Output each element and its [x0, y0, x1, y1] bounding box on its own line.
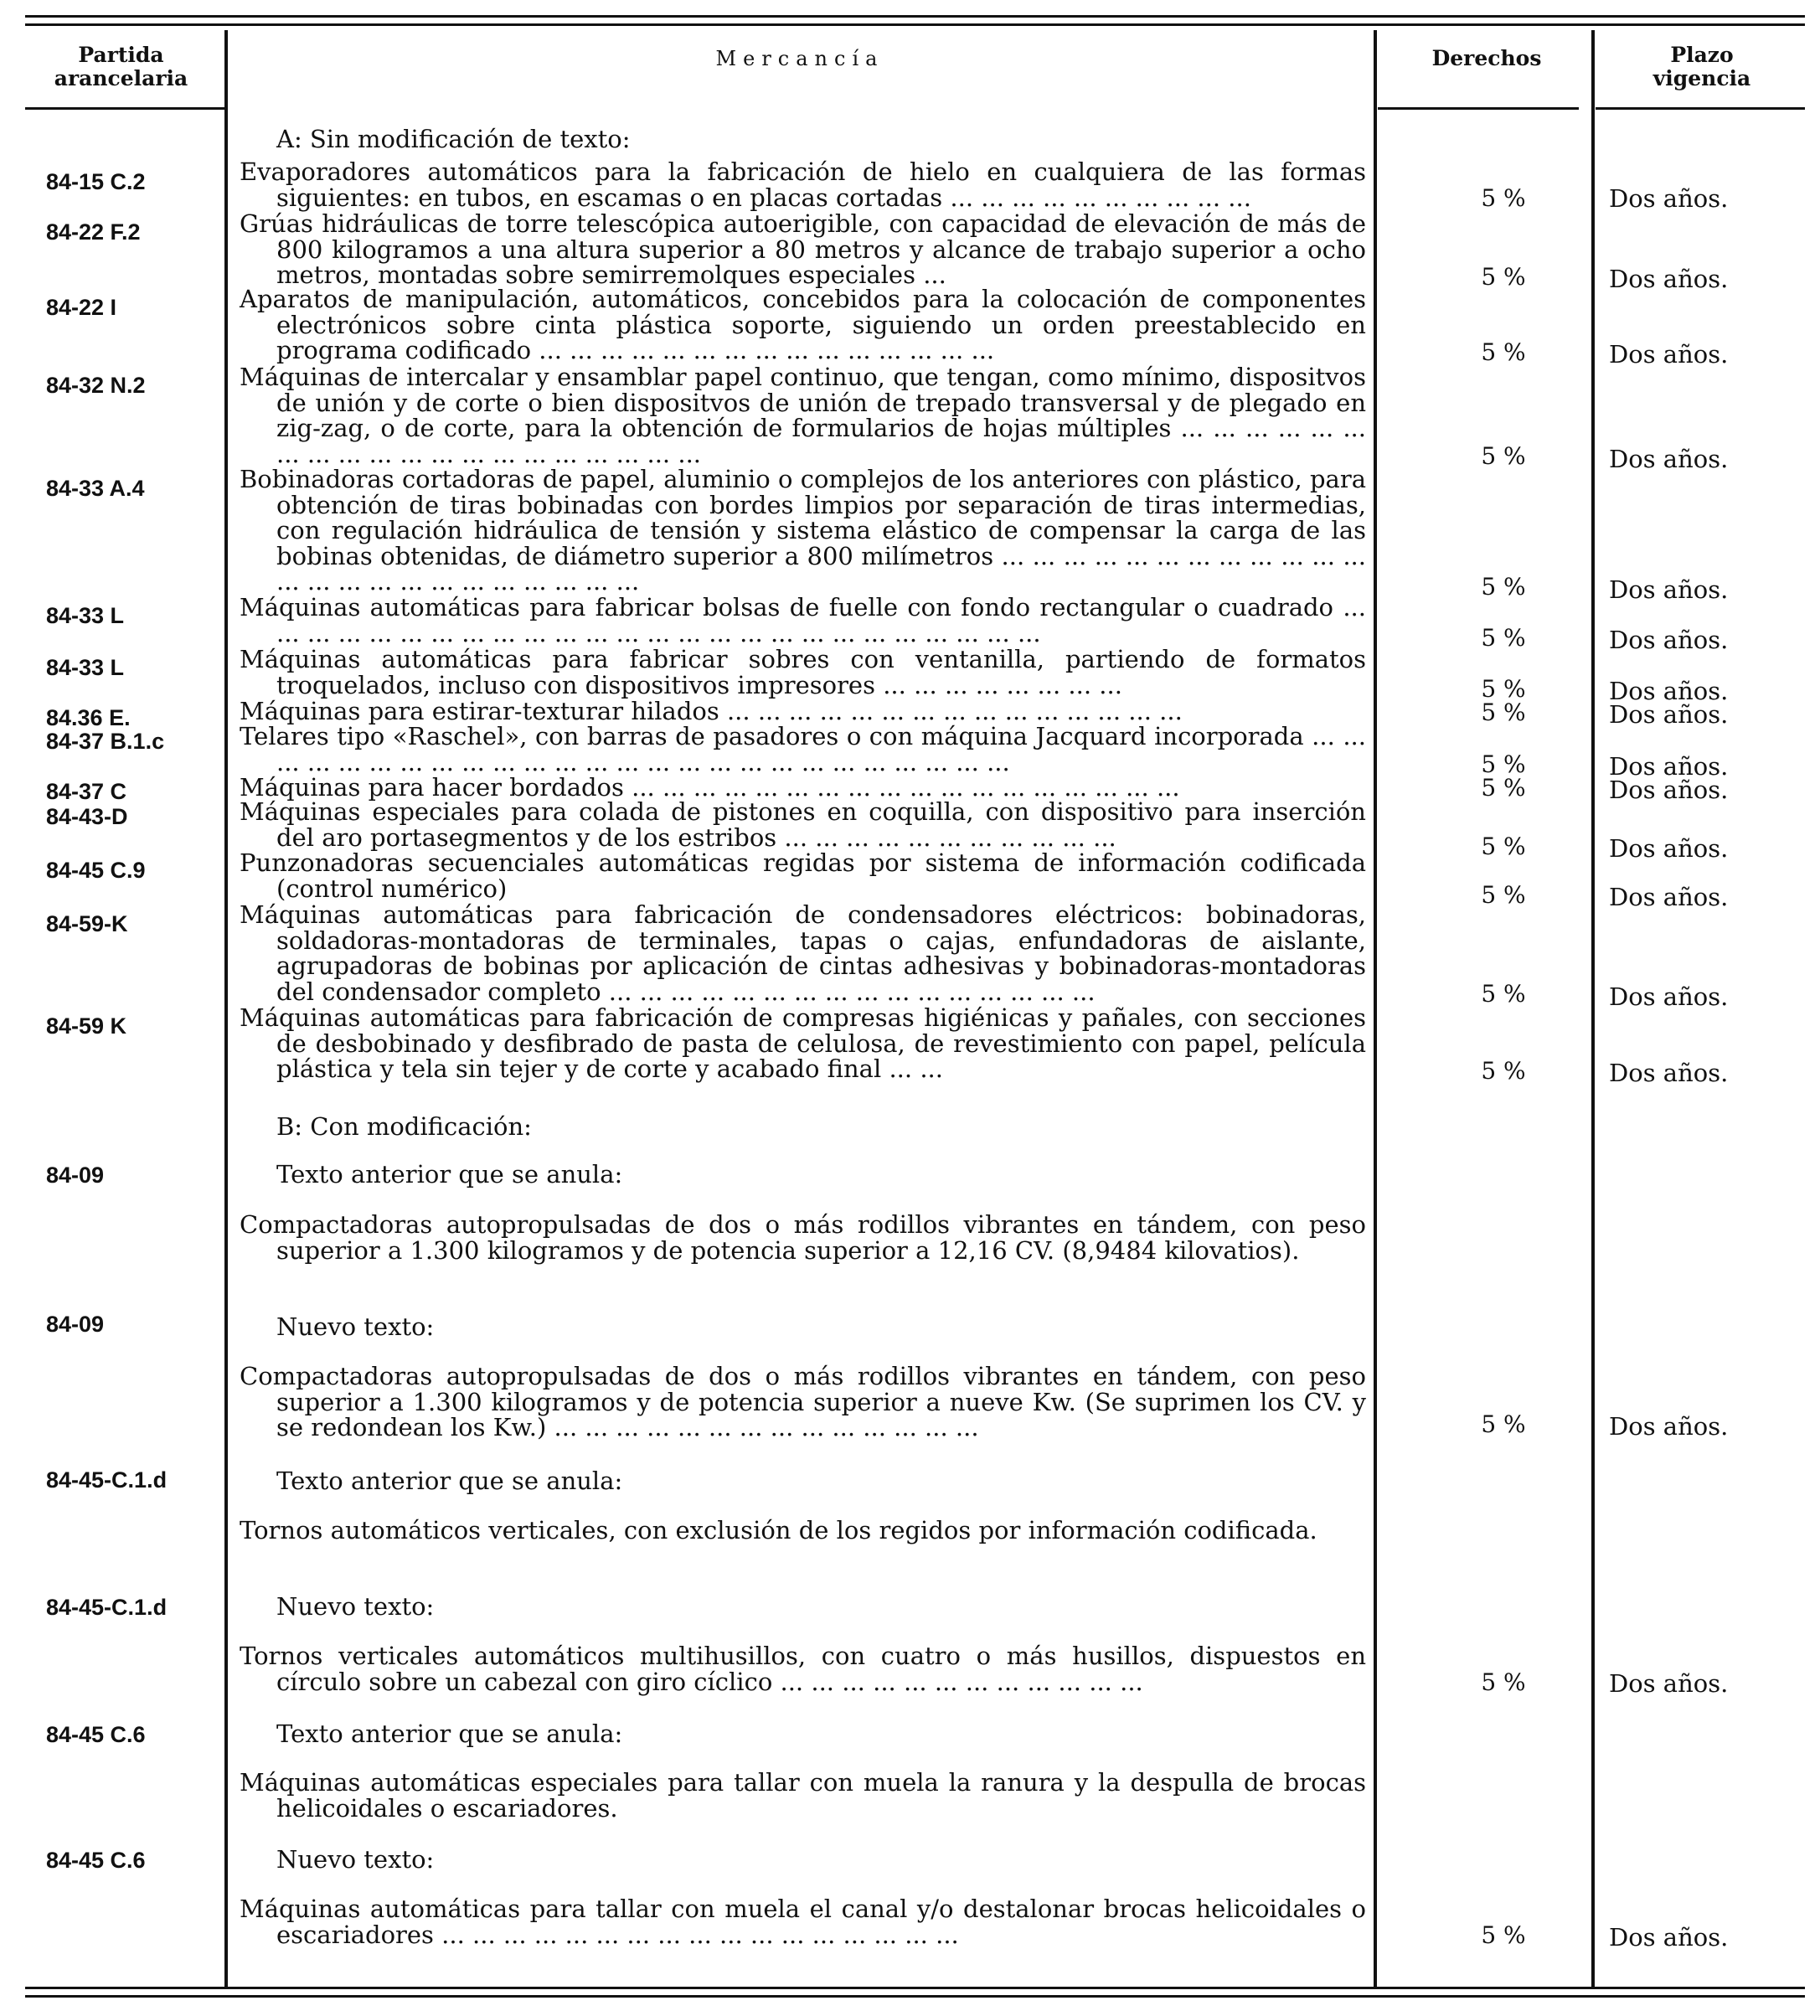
row-term: Dos años. [1609, 834, 1729, 863]
mod-duty: 5 % [1481, 1668, 1526, 1696]
mod-code: 84-45 C.6 [46, 1722, 146, 1747]
row-duty: 5 % [1481, 699, 1526, 726]
mod-label: Texto anterior que se anula: [276, 1467, 623, 1495]
column-divider-2 [1374, 30, 1377, 1987]
row-term: Dos años. [1609, 340, 1729, 369]
row-duty: 5 % [1481, 774, 1526, 802]
header-rule-plazo [1596, 107, 1805, 110]
mod-duty: 5 % [1481, 1410, 1526, 1438]
column-divider-3 [1591, 30, 1595, 1987]
row-code: 84-33 L [46, 655, 125, 680]
row-text: Máquinas automáticas para fabricar bolsas de fuelle con fondo rectangular o cuadrado ... ... ... ... ... ... ... ... ... ... ... ... ... ... ... ... ... ... ... ... ... ... ... ... ... ... [240, 593, 1366, 647]
row-text: Bobinadoras cortadoras de papel, aluminio o complejos de los anteriores con plástico, para obtención de tiras bobinadas con bordes limpios por separación de tiras intermedias, con regulación hidráulica de tensión y sistema elástico de compensar la carga de las bobinas obtenidas, de diámetro superior a 800 milímetros ... ... ... ... ... ... ... ... ... ... ... ... ... ... ... ... ... ... ... ... ... ... ... ... [240, 465, 1366, 596]
mod-text: Compactadoras autopropulsadas de dos o más rodillos vibrantes en tándem, con peso superior a 1.300 kilogramos y de potencia superior a 12,16 CV. (8,9484 kilovatios). [240, 1210, 1366, 1265]
row-code: 84-22 I [46, 295, 117, 320]
row-code: 84-37 C [46, 779, 127, 804]
row-duty: 5 % [1481, 675, 1526, 703]
mod-term: Dos años. [1609, 1412, 1729, 1441]
row-text: Evaporadores automáticos para la fabricación de hielo en cualquiera de las formas siguientes: en tubos, en escamas o en placas cortadas ... ... ... ... ... ... ... ... ... ... [240, 157, 1366, 212]
row-code: 84-32 N.2 [46, 373, 146, 398]
row-code: 84-37 B.1.c [46, 729, 165, 754]
mod-code: 84-45-C.1.d [46, 1467, 168, 1493]
row-term: Dos años. [1609, 265, 1729, 293]
bottom-rule [25, 1987, 1805, 1989]
mod-term: Dos años. [1609, 1669, 1729, 1698]
mod-code: 84-09 [46, 1163, 105, 1188]
mod-duty: 5 % [1481, 1921, 1526, 1949]
row-text: Máquinas automáticas para fabricación de compresas higiénicas y pañales, con secciones de desbobinado y desfibrado de pasta de celulosa, de revestimiento con papel, película plástica y tela sin tejer y de corte y acabado final ... ... [240, 1003, 1366, 1083]
mod-code: 84-09 [46, 1312, 105, 1337]
mod-label: Texto anterior que se anula: [276, 1160, 623, 1188]
row-text: Máquinas de intercalar y ensamblar papel continuo, que tengan, como mínimo, dispositvos de unión y de corte o bien dispositvos de unión de trepado transversal y de plegado en zig-zag, o de corte, para la obtención de formularios de hojas múltiples ... ... ... ... ... ... ... ... ... ... ... ... ... ... ... ... ... ... ... ... [240, 363, 1366, 468]
row-duty: 5 % [1481, 442, 1526, 470]
header-derechos: Derechos [1431, 46, 1542, 70]
row-term: Dos años. [1609, 982, 1729, 1011]
row-term: Dos años. [1609, 626, 1729, 654]
row-term: Dos años. [1609, 700, 1729, 729]
header-partida: Partida arancelaria [54, 43, 188, 90]
top-rule-2 [25, 23, 1805, 26]
row-code: 84-22 F.2 [46, 219, 141, 245]
section-a-title: A: Sin modificación de texto: [276, 125, 631, 153]
row-text: Aparatos de manipulación, automáticos, concebidos para la colocación de componentes electrónicos sobre cinta plástica soporte, siguiendo un orden preestablecido en programa codificado ... ... ... ... ... ... ... ... ... ... ... ... ... ... ... [240, 285, 1366, 364]
mod-code: 84-45-C.1.d [46, 1595, 168, 1620]
row-text: Máquinas automáticas para fabricar sobres con ventanilla, partiendo de formatos troquelados, incluso con dispositivos impresores ... ... ... ... ... ... ... ... [240, 645, 1366, 699]
header-mercancia: Mercancía [715, 47, 884, 70]
row-term: Dos años. [1609, 1059, 1729, 1087]
row-duty: 5 % [1481, 1057, 1526, 1085]
mod-label: Nuevo texto: [276, 1845, 435, 1874]
row-duty: 5 % [1481, 573, 1526, 601]
row-code: 84-45 C.9 [46, 858, 146, 883]
row-code: 84-33 L [46, 603, 125, 628]
row-term: Dos años. [1609, 445, 1729, 473]
row-code: 84-59 K [46, 1013, 127, 1039]
row-term: Dos años. [1609, 883, 1729, 911]
row-duty: 5 % [1481, 881, 1526, 909]
row-duty: 5 % [1481, 833, 1526, 860]
row-duty: 5 % [1481, 980, 1526, 1008]
row-text: Punzonadoras secuenciales automáticas regidas por sistema de información codificada (control numérico) [240, 848, 1366, 903]
row-duty: 5 % [1481, 338, 1526, 366]
row-duty: 5 % [1481, 184, 1526, 212]
row-code: 84.36 E. [46, 705, 131, 730]
mod-label: Texto anterior que se anula: [276, 1720, 623, 1748]
mod-text: Tornos automáticos verticales, con exclusión de los regidos por información codificada. [240, 1516, 1317, 1544]
row-text: Máquinas para hacer bordados ... ... ... ... ... ... ... ... ... ... ... ... ... ... ... ... ... ... [240, 773, 1180, 802]
header-rule-der [1378, 107, 1579, 110]
row-term: Dos años. [1609, 752, 1729, 781]
row-text: Máquinas para estirar-texturar hilados ... ... ... ... ... ... ... ... ... ... ... ... ... ... ... [240, 697, 1183, 725]
section-b-title: B: Con modificación: [276, 1112, 532, 1141]
row-code: 84-33 A.4 [46, 476, 145, 501]
row-duty: 5 % [1481, 263, 1526, 291]
mod-label: Nuevo texto: [276, 1592, 435, 1621]
row-text: Máquinas especiales para colada de pistones en coquilla, con dispositivo para inserción del aro portasegmentos y de los estribos ... ... ... ... ... ... ... ... ... ... ... [240, 797, 1366, 852]
column-divider-1 [224, 30, 228, 1987]
mod-code: 84-45 C.6 [46, 1848, 146, 1873]
row-code: 84-43-D [46, 804, 128, 829]
mod-term: Dos años. [1609, 1923, 1729, 1952]
mod-text: Compactadoras autopropulsadas de dos o más rodillos vibrantes en tándem, con peso superior a 1.300 kilogramos y de potencia superior a nueve Kw. (Se suprimen los CV. y se redondean los Kw.) ... ... ... ... ... ... ... ... ... ... ... ... ... ... [240, 1362, 1366, 1441]
row-code: 84-59-K [46, 911, 128, 936]
header-plazo: Plazo vigencia [1652, 43, 1751, 90]
row-text: Grúas hidráulicas de torre telescópica autoerigible, con capacidad de elevación de más de 800 kilogramos a una altura superior a 80 metros y alcance de trabajo superior a ocho metros, montadas sobre semirremolques especiales ... [240, 209, 1366, 289]
top-rule [25, 15, 1805, 18]
row-term: Dos años. [1609, 575, 1729, 604]
row-text: Telares tipo «Raschel», con barras de pasadores o con máquina Jacquard incorporada ... ... ... ... ... ... ... ... ... ... ... ... ... ... ... ... ... ... ... ... ... ... ... ... ... ... [240, 722, 1366, 776]
row-term: Dos años. [1609, 677, 1729, 705]
row-text: Máquinas automáticas para fabricación de condensadores eléctricos: bobinadoras, soldadoras-montadoras de terminales, tapas o cajas, enfundadoras de aislante, agrupadoras de bobinas por aplicación de cintas adhesivas y bobinadoras-montadoras del condensador completo ... ... ... ... ... ... ... ... ... ... ... ... ... ... ... ... [240, 900, 1366, 1006]
mod-text: Máquinas automáticas especiales para tallar con muela la ranura y la despulla de brocas helicoidales o escariadores. [240, 1768, 1366, 1823]
bottom-rule-2 [25, 1995, 1805, 1998]
row-duty: 5 % [1481, 624, 1526, 652]
mod-text: Tornos verticales automáticos multihusillos, con cuatro o más husillos, dispuestos en círculo sobre un cabezal con giro cíclico ... ... ... ... ... ... ... ... ... ... ... ... [240, 1642, 1366, 1696]
header-rule [25, 107, 226, 110]
row-duty: 5 % [1481, 750, 1526, 778]
row-code: 84-15 C.2 [46, 169, 146, 194]
row-term: Dos años. [1609, 184, 1729, 213]
row-term: Dos años. [1609, 776, 1729, 804]
mod-label: Nuevo texto: [276, 1312, 435, 1341]
mod-text: Máquinas automáticas para tallar con muela el canal y/o destalonar brocas helicoidales o escariadores ... ... ... ... ... ... ... ... ... ... ... ... ... ... ... ... ... [240, 1895, 1366, 1949]
